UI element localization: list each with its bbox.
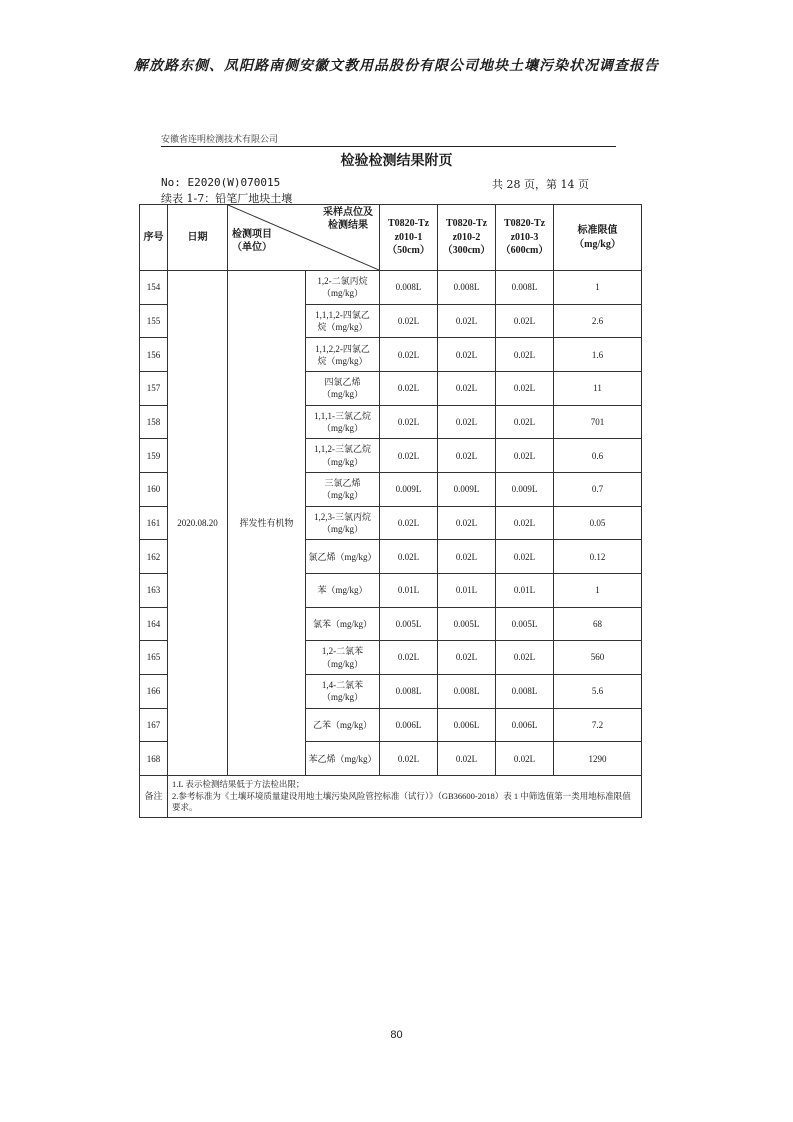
sample-3-value: 0.008L [496,674,554,708]
limit-value: 701 [554,405,642,439]
item-unit: （mg/kg） [321,389,363,400]
header-item-label: 检测项目 （单位） [232,229,272,253]
item-cell [306,573,380,607]
report-number: No: E2020(W)070015 [161,176,281,189]
item-name: 1,1,1-三氯乙烷 [314,410,371,421]
limit-value: 1.6 [554,338,642,372]
note-1: 1.L 表示检测结果低于方法检出限； [172,779,305,790]
item-cell [306,641,380,675]
row-index: 165 [140,641,168,675]
limit-value: 0.05 [554,506,642,540]
sample-2-value: 0.02L [438,405,496,439]
item-name: 1,1,2-三氯乙烷 [314,444,371,455]
item-name: 三氯乙烯 [324,478,361,489]
sample-3-value: 0.01L [496,573,554,607]
sample-2-value: 0.02L [438,304,496,338]
row-index: 154 [140,271,168,305]
item-cell [306,338,380,372]
item-name: 1,2-二氯丙烷 [317,276,368,287]
item-cell [306,405,380,439]
company-name: 安徽省连明检测技术有限公司 [161,135,279,145]
row-index: 164 [140,607,168,641]
sample-3-value: 0.02L [496,540,554,574]
sample-2-value: 0.02L [438,540,496,574]
row-index: 166 [140,674,168,708]
sample-1-value: 0.02L [380,371,438,405]
sample-3-value: 0.02L [496,439,554,473]
item-unit: （mg/kg） [321,490,363,501]
table-header-row [140,205,642,271]
company-divider [161,146,616,147]
header-sample-1: T0820-Tz z010-1 （50cm） [380,205,438,271]
item-unit: （mg/kg） [321,422,363,433]
sample-2-value: 0.02L [438,506,496,540]
limit-value: 68 [554,607,642,641]
sample-3-value: 0.02L [496,405,554,439]
item-unit: （mg/kg） [321,692,363,703]
page-number: 80 [390,1029,403,1041]
item-name: 1,2,3-三氯丙烷 [314,511,371,522]
sample-1-value: 0.02L [380,439,438,473]
sample-1-value: 0.008L [380,271,438,305]
item-cell [306,271,380,305]
item-cell [306,371,380,405]
sample-3-value: 0.02L [496,371,554,405]
sample-3-value: 0.02L [496,338,554,372]
sample-2-value: 0.02L [438,338,496,372]
sample-2-value: 0.01L [438,573,496,607]
sample-3-value: 0.006L [496,708,554,742]
sample-2-value: 0.008L [438,674,496,708]
item-name: 1,4-二氯苯 [321,680,364,691]
item-cell [306,472,380,506]
row-index: 155 [140,304,168,338]
sample-1-value: 0.006L [380,708,438,742]
header-date: 日期 [168,205,228,271]
sample-2-value: 0.02L [438,742,496,776]
item-name: 1,1,1,2-四氯乙 [315,309,370,320]
limit-value: 0.12 [554,540,642,574]
sample-2-value: 0.006L [438,708,496,742]
notes-content [168,776,642,818]
page-info: 共 28 页，第 14 页 [492,178,589,191]
limit-value: 11 [554,371,642,405]
sample-1-value: 0.009L [380,472,438,506]
sample-1-value: 0.02L [380,405,438,439]
header-limit: 标准限值 （mg/kg） [554,205,642,271]
limit-value: 560 [554,641,642,675]
item-name: 苯（mg/kg） [317,585,368,596]
table-body [140,271,642,776]
sample-2-value: 0.005L [438,607,496,641]
row-index: 168 [140,742,168,776]
sample-1-value: 0.005L [380,607,438,641]
sample-2-value: 0.009L [438,472,496,506]
document-title: 检验检测结果附页 [340,153,453,169]
sample-3-value: 0.02L [496,641,554,675]
item-name: 苯乙烯（mg/kg） [308,753,377,764]
report-header-title: 解放路东侧、凤阳路南侧安徽文教用品股份有限公司地块土壤污染状况调查报告 [134,58,659,74]
item-cell [306,506,380,540]
table-caption: 续表 1-7：铅笔厂地块土壤 [161,192,293,205]
sample-1-value: 0.02L [380,506,438,540]
item-cell [306,708,380,742]
row-index: 163 [140,573,168,607]
sample-3-value: 0.02L [496,304,554,338]
sample-2-value: 0.02L [438,371,496,405]
limit-value: 1 [554,573,642,607]
row-index: 157 [140,371,168,405]
limit-value: 1 [554,271,642,305]
sample-1-value: 0.01L [380,573,438,607]
sample-1-value: 0.02L [380,641,438,675]
date-cell: 2020.08.20 [168,271,228,776]
sample-3-value: 0.02L [496,506,554,540]
item-cell [306,439,380,473]
sample-1-value: 0.02L [380,304,438,338]
sample-3-value: 0.009L [496,472,554,506]
row-index: 162 [140,540,168,574]
item-name: 氯苯（mg/kg） [312,618,372,629]
row-index: 158 [140,405,168,439]
notes-label: 备注 [140,776,168,818]
sample-3-value: 0.008L [496,271,554,305]
limit-value: 1290 [554,742,642,776]
item-unit: 烷（mg/kg） [317,321,368,332]
item-name: 四氯乙烯 [324,377,361,388]
row-index: 156 [140,338,168,372]
item-name: 乙苯（mg/kg） [312,719,372,730]
item-cell [306,742,380,776]
notes-row [140,776,642,818]
header-sample-3: T0820-Tz z010-3 （600cm） [496,205,554,271]
row-index: 159 [140,439,168,473]
header-sampling-label: 采样点位及 检测结果 [323,207,373,231]
item-name: 1,1,2,2-四氯乙 [315,343,370,354]
row-index: 161 [140,506,168,540]
sample-1-value: 0.02L [380,742,438,776]
sample-1-value: 0.02L [380,338,438,372]
item-unit: （mg/kg） [321,288,363,299]
header-sample-2: T0820-Tz z010-2 （300cm） [438,205,496,271]
header-diagonal-cell [228,205,380,271]
sample-2-value: 0.02L [438,641,496,675]
results-table [139,204,642,818]
item-cell [306,674,380,708]
note-2: 2.参考标准为《土壤环境质量建设用地土壤污染风险管控标准（试行）》（GB36600-2018）表 1 中筛选值第一类用地标准限值要求。 [172,790,631,813]
limit-value: 2.6 [554,304,642,338]
row-index: 160 [140,472,168,506]
sample-3-value: 0.005L [496,607,554,641]
item-unit: （mg/kg） [321,658,363,669]
item-cell [306,540,380,574]
item-name: 氯乙烯（mg/kg） [308,551,377,562]
category-cell: 挥发性有机物 [228,271,306,776]
item-unit: （mg/kg） [321,456,363,467]
item-cell [306,304,380,338]
sample-3-value: 0.02L [496,742,554,776]
limit-value: 7.2 [554,708,642,742]
limit-value: 0.7 [554,472,642,506]
item-unit: （mg/kg） [321,523,363,534]
item-name: 1,2-二氯苯 [321,646,364,657]
item-cell [306,607,380,641]
limit-value: 0.6 [554,439,642,473]
sample-2-value: 0.008L [438,271,496,305]
limit-value: 5.6 [554,674,642,708]
item-unit: 烷（mg/kg） [317,355,368,366]
table-row [140,271,642,305]
header-index: 序号 [140,205,168,271]
sample-1-value: 0.02L [380,540,438,574]
sample-2-value: 0.02L [438,439,496,473]
sample-1-value: 0.008L [380,674,438,708]
row-index: 167 [140,708,168,742]
